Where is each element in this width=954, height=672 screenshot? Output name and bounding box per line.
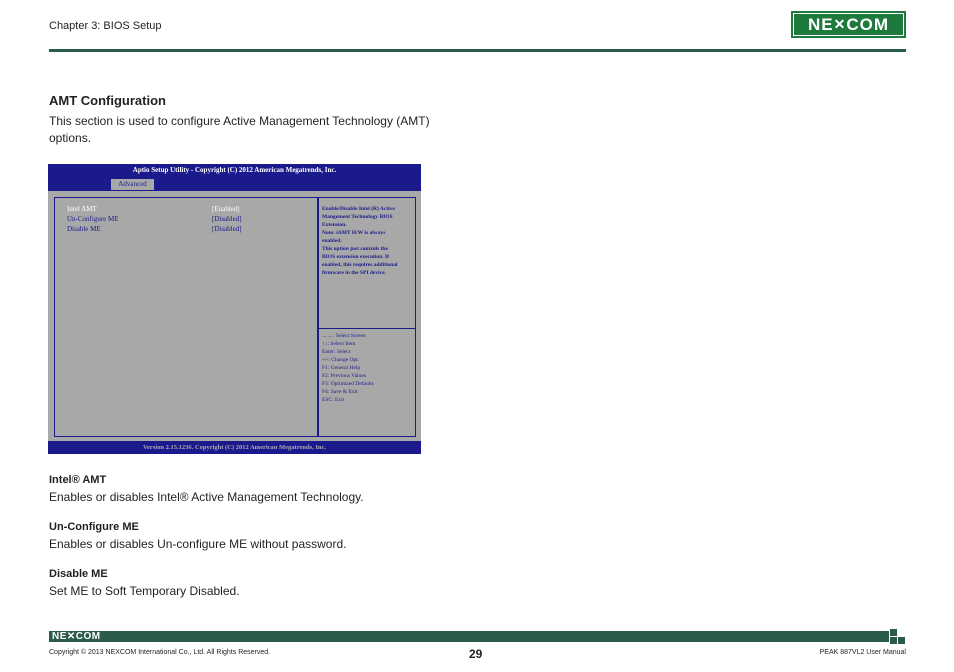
key-line: F4: Save & Exit [322,389,358,395]
tab-advanced[interactable]: Advanced [111,179,154,190]
page-number: 29 [469,647,483,661]
key-line: F2: Previous Values [322,373,366,379]
bios-item-unconfigure-me[interactable]: Un-Configure ME [67,215,119,223]
section-title: AMT Configuration [49,93,166,108]
logo-text: NE ✕ COM [794,14,903,35]
bios-value-unconfigure-me[interactable]: [Disabled] [212,215,242,223]
bios-tab-bar [48,177,421,191]
chapter-label: Chapter 3: BIOS Setup [49,20,162,32]
bios-key-legend [322,332,374,404]
bios-value-disable-me[interactable]: [Disabled] [212,225,242,233]
help-line: enabled, this requires additional [322,262,398,268]
item-desc-disable-me: Set ME to Soft Temporary Disabled. [49,584,240,598]
item-title-disable-me: Disable ME [49,568,108,580]
key-line: →←: Select Screen [322,333,366,339]
bios-help-text [322,205,414,277]
help-line: Mangement Technology BIOS [322,214,393,220]
bios-value-intel-amt[interactable]: [Enabled] [212,205,240,213]
item-title-unconfigure-me: Un-Configure ME [49,521,139,533]
help-line: firmware in the SPI device. [322,270,386,276]
manual-title: PEAK 887VL2 User Manual [819,649,906,656]
item-desc-intel-amt: Enables or disables Intel® Active Management Technology. [49,490,364,504]
bios-screenshot [48,164,421,454]
help-line: BIOS extension execution. If [322,254,389,260]
key-line: F1: General Help [322,365,361,371]
bios-main-panel [54,197,319,437]
nexcom-logo [791,11,906,38]
help-line: This option just controls the [322,246,388,252]
key-line: F3: Optimized Defaults [322,381,374,387]
key-line: +/-: Change Opt. [322,357,360,363]
footer-logo: NE✕COM [52,631,101,642]
section-description: This section is used to configure Active Management Technology (AMT) options. [49,114,430,145]
help-line: Extension. [322,222,347,228]
key-line: Enter: Select [322,349,351,355]
corner-squares-icon [890,629,906,645]
help-line: Note: iAMT H/W is always [322,230,386,236]
footer-bar [49,631,889,642]
help-line: enabled. [322,238,342,244]
copyright-text: Copyright © 2013 NEXCOM International Co., Ltd. All Rights Reserved. [49,649,271,656]
bios-title: Aptio Setup Utility - Copyright (C) 2012 American Megatrends, Inc. [48,164,421,177]
key-line: ↑↓: Select Item [322,341,356,347]
header-rule [49,49,906,52]
item-title-intel-amt: Intel® AMT [49,474,107,486]
key-line: ESC: Exit [322,397,345,403]
bios-footer: Version 2.15.1236. Copyright (C) 2012 American Megatrends, Inc. [48,441,421,454]
bios-item-disable-me[interactable]: Disable ME [67,225,101,233]
bios-item-intel-amt[interactable]: Intel AMT [67,205,97,213]
item-desc-unconfigure-me: Enables or disables Un-configure ME without password. [49,537,347,551]
help-line: Enable/Disable Intel (R) Active [322,206,395,212]
